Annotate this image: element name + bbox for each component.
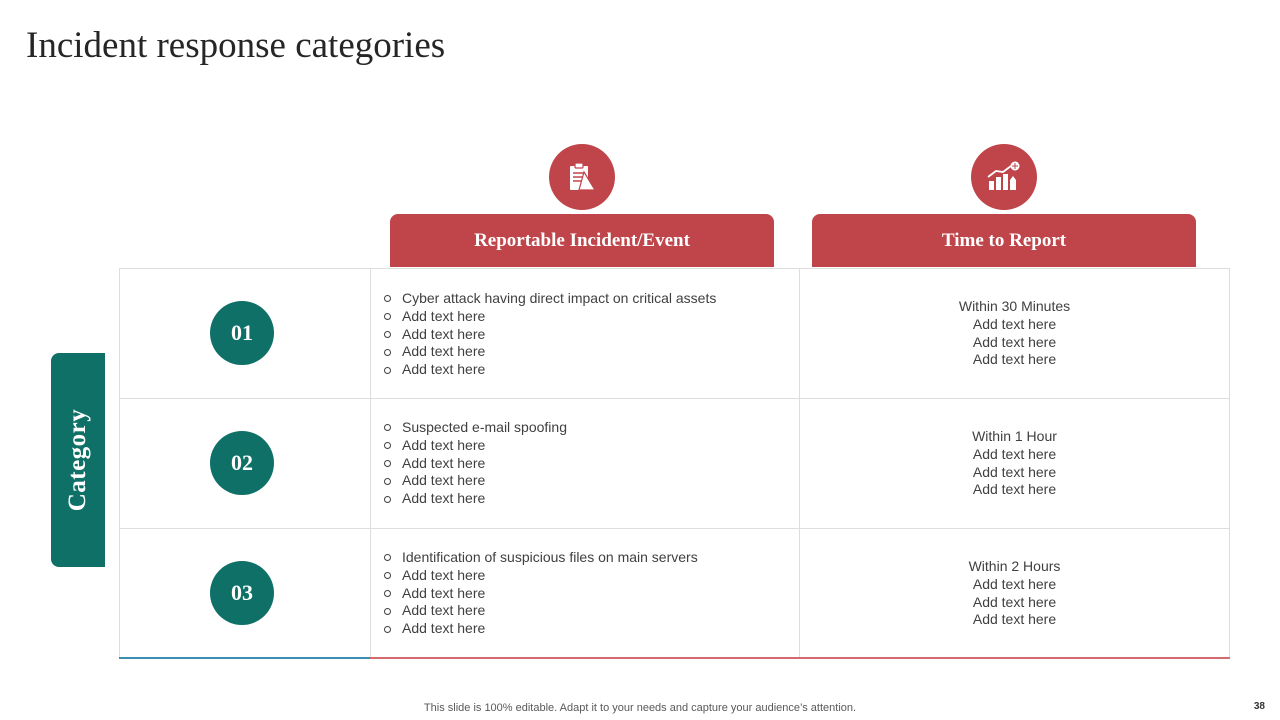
- list-item: [382, 620, 698, 638]
- events-cell: [371, 399, 800, 528]
- bullet-icon: [384, 496, 391, 503]
- event-text: Add text here: [402, 454, 486, 471]
- bullet-icon: [384, 626, 391, 633]
- bullet-icon: [384, 331, 391, 338]
- event-text: Add text here: [402, 361, 486, 378]
- incident-table: [119, 268, 1230, 658]
- event-text: Add text here: [402, 602, 486, 619]
- event-text: Add text here: [402, 620, 486, 637]
- time-text: Add text here: [972, 481, 1057, 498]
- event-text: Suspected e-mail spoofing: [402, 419, 567, 435]
- event-text: Add text here: [402, 566, 486, 583]
- list-item: [382, 437, 567, 455]
- event-text: Add text here: [402, 307, 486, 324]
- event-list: [382, 290, 716, 379]
- list-item: [382, 308, 716, 326]
- time-cell: [800, 269, 1229, 398]
- time-text: Add text here: [972, 315, 1057, 332]
- category-label: Category: [64, 408, 91, 512]
- row-number-badge: 03: [210, 561, 274, 625]
- list-item: [382, 549, 698, 567]
- list-item: [382, 585, 698, 603]
- time-cell: [800, 399, 1229, 528]
- row-number-cell: [120, 529, 371, 659]
- column-header-reportable-event: Reportable Incident/Event: [390, 214, 774, 267]
- slide-title: Incident response categories: [26, 25, 446, 66]
- time-text: Add text here: [972, 575, 1057, 592]
- time-text: Add text here: [972, 333, 1057, 350]
- list-item: [382, 419, 567, 437]
- page-number: 38: [1253, 701, 1265, 712]
- footer-note: This slide is 100% editable. Adapt it to your needs and capture your audience’s attention.: [423, 702, 857, 714]
- event-text: Cyber attack having direct impact on critical assets: [402, 290, 717, 306]
- time-text: Add text here: [972, 463, 1057, 480]
- event-text: Add text here: [402, 584, 486, 601]
- event-list: [382, 549, 698, 638]
- event-list: [382, 419, 567, 508]
- row-number-badge: 01: [210, 301, 274, 365]
- events-cell: [371, 529, 800, 659]
- category-side-tab: [51, 353, 105, 567]
- table-row: [120, 269, 1229, 399]
- row-number-cell: [120, 269, 371, 398]
- time-text: Add text here: [972, 445, 1057, 462]
- list-item: [382, 472, 567, 490]
- event-text: Add text here: [402, 472, 486, 489]
- event-text: Add text here: [402, 343, 486, 360]
- table-bottom-accent-red: [370, 657, 1230, 659]
- time-list: [800, 558, 1229, 629]
- time-list: [800, 298, 1229, 369]
- table-row: [120, 399, 1229, 529]
- list-item: [382, 343, 716, 361]
- list-item: [382, 290, 716, 308]
- bullet-icon: [384, 460, 391, 467]
- time-text: Within 30 Minutes: [958, 298, 1071, 314]
- time-cell: [800, 529, 1229, 659]
- bullet-icon: [384, 367, 391, 374]
- bullet-icon: [384, 572, 391, 579]
- time-text: Within 1 Hour: [972, 428, 1057, 444]
- row-number-badge: 02: [210, 431, 274, 495]
- time-text: Within 2 Hours: [968, 558, 1061, 574]
- bullet-icon: [384, 442, 391, 449]
- list-item: [382, 490, 567, 508]
- event-text: Add text here: [402, 490, 486, 507]
- time-text: Add text here: [972, 351, 1057, 368]
- bullet-icon: [384, 554, 391, 561]
- bullet-icon: [384, 313, 391, 320]
- bullet-icon: [384, 608, 391, 615]
- list-item: [382, 361, 716, 379]
- event-text: Identification of suspicious files on main servers: [402, 549, 698, 565]
- table-bottom-accent-teal: [119, 657, 370, 659]
- bullet-icon: [384, 349, 391, 356]
- column-header-time-to-report: Time to Report: [812, 214, 1196, 267]
- bullet-icon: [384, 295, 391, 302]
- list-item: [382, 567, 698, 585]
- clipboard-document-icon: [549, 144, 615, 210]
- events-cell: [371, 269, 800, 398]
- row-number-cell: [120, 399, 371, 528]
- growth-chart-icon: [971, 144, 1037, 210]
- bullet-icon: [384, 590, 391, 597]
- list-item: [382, 602, 698, 620]
- time-text: Add text here: [972, 611, 1057, 628]
- event-text: Add text here: [402, 325, 486, 342]
- bullet-icon: [384, 478, 391, 485]
- table-row: [120, 529, 1229, 659]
- list-item: [382, 455, 567, 473]
- time-text: Add text here: [972, 593, 1057, 610]
- event-text: Add text here: [402, 436, 486, 453]
- bullet-icon: [384, 424, 391, 431]
- list-item: [382, 326, 716, 344]
- time-list: [800, 428, 1229, 499]
